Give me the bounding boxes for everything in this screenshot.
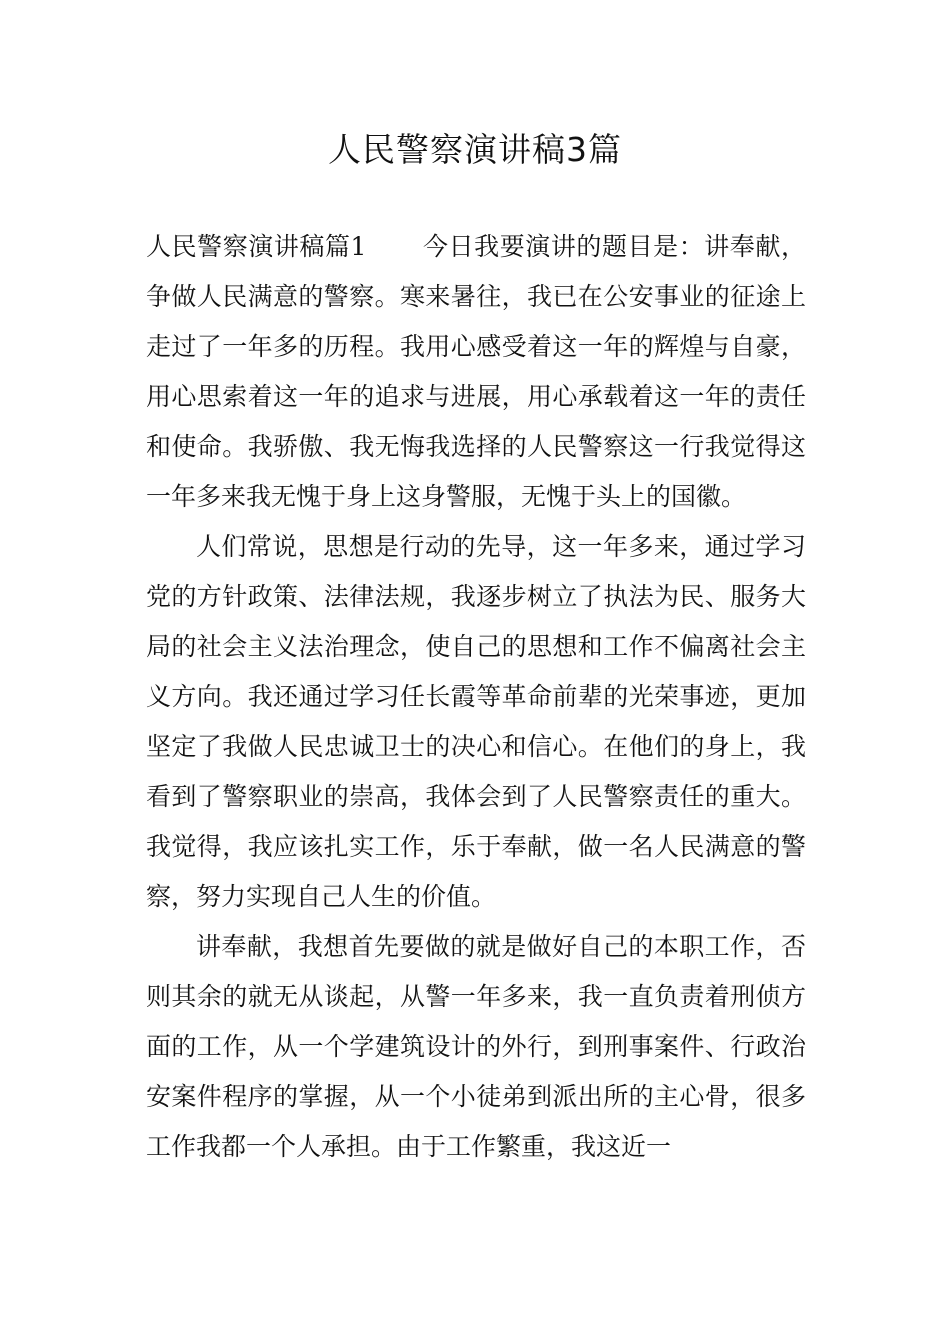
section-heading-label: 人民警察演讲稿篇1 (146, 232, 367, 261)
paragraph-2: 人们常说，思想是行动的先导，这一年多来，通过学习党的方针政策、法律法规，我逐步树立了执法为民、服务大局的社会主义法治理念，使自己的思想和工作不偏离社会主义方向。我还通过学习任长霞等革命前辈的光荣事迹，更加坚定了我做人民忠诚卫士的决心和信心。在他们的身上，我看到了警察职业的崇高，我体会到了人民警察责任的重大。我觉得，我应该扎实工作，乐于奉献，做一名人民满意的警察，努力实现自己人生的价值。 (146, 532, 806, 911)
document-body (146, 222, 806, 1172)
paragraph-1-text: 今日我要演讲的题目是：讲奉献，争做人民满意的警察。寒来暑往，我已在公安事业的征途上走过了一年多的历程。我用心感受着这一年的辉煌与自豪，用心思索着这一年的追求与进展，用心承载着这一年的责任和使命。我骄傲、我无悔我选择的人民警察这一行我觉得这一年多来我无愧于身上这身警服，无愧于头上的国徽。 (146, 232, 806, 511)
document-title: 人民警察演讲稿3篇 (328, 130, 622, 169)
paragraph-1 (146, 222, 806, 522)
paragraph-3: 讲奉献，我想首先要做的就是做好自己的本职工作，否则其余的就无从谈起，从警一年多来，我一直负责着刑侦方面的工作，从一个学建筑设计的外行，到刑事案件、行政治安案件程序的掌握，从一个小徒弟到派出所的主心骨，很多工作我都一个人承担。由于工作繁重，我这近一 (146, 932, 806, 1161)
